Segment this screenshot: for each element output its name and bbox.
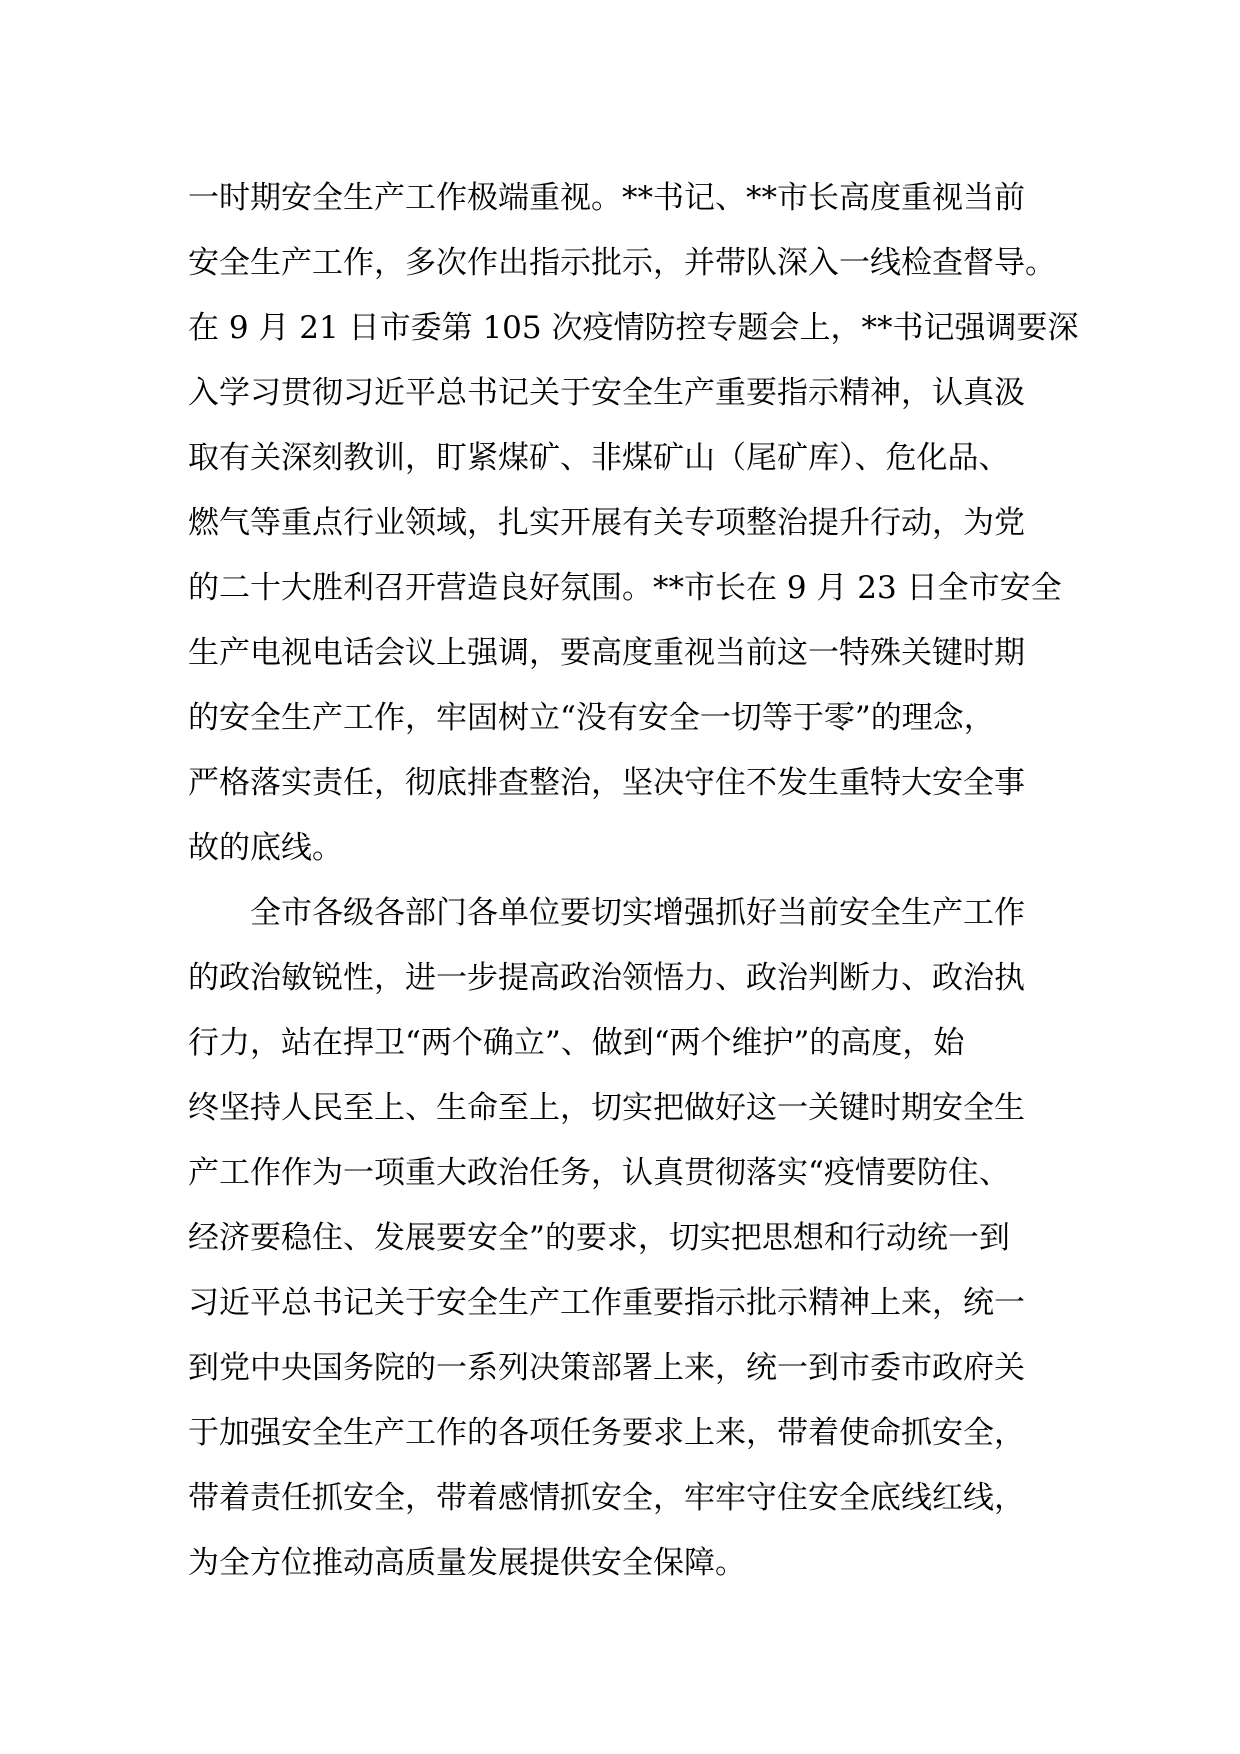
- paragraph-2: [188, 881, 1058, 1596]
- text-line: 的政治敏锐性，进一步提高政治领悟力、政治判断力、政治执: [188, 960, 1025, 996]
- text-line: 习近平总书记关于安全生产工作重要指示批示精神上来，统一: [188, 1285, 1025, 1321]
- text-line: 全市各级各部门各单位要切实增强抓好当前安全生产工作: [250, 895, 1025, 931]
- text-line: 在 9 月 21 日市委第 105 次疫情防控专题会上，**书记强调要深: [188, 310, 1079, 346]
- document-body: [188, 166, 1079, 1596]
- text-line: 行力，站在捍卫“两个确立”、做到“两个维护”的高度，始: [188, 1025, 965, 1061]
- text-line: 一时期安全生产工作极端重视。**书记、**市长高度重视当前: [188, 180, 1025, 216]
- text-line: 安全生产工作，多次作出指示批示，并带队深入一线检查督导。: [188, 245, 1056, 281]
- text-line: 的二十大胜利召开营造良好氛围。**市长在 9 月 23 日全市安全: [188, 570, 1062, 606]
- text-line: 终坚持人民至上、生命至上，切实把做好这一关键时期安全生: [188, 1090, 1025, 1126]
- text-line: 入学习贯彻习近平总书记关于安全生产重要指示精神，认真汲: [188, 375, 1025, 411]
- paragraph-1: [188, 166, 1079, 881]
- text-line: 带着责任抓安全，带着感情抓安全，牢牢守住安全底线红线，: [188, 1480, 1025, 1516]
- text-line: 故的底线。: [188, 830, 343, 866]
- text-line: 严格落实责任，彻底排查整治，坚决守住不发生重特大安全事: [188, 765, 1025, 801]
- text-line: 为全方位推动高质量发展提供安全保障。: [188, 1545, 746, 1581]
- text-line: 于加强安全生产工作的各项任务要求上来，带着使命抓安全，: [188, 1415, 1025, 1451]
- text-line: 的安全生产工作，牢固树立“没有安全一切等于零”的理念，: [188, 700, 995, 736]
- text-line: 燃气等重点行业领域，扎实开展有关专项整治提升行动，为党: [188, 505, 1025, 541]
- text-line: 到党中央国务院的一系列决策部署上来，统一到市委市政府关: [188, 1350, 1025, 1386]
- text-line: 取有关深刻教训，盯紧煤矿、非煤矿山（尾矿库）、危化品、: [188, 440, 1010, 476]
- text-line: 经济要稳住、发展要安全”的要求，切实把思想和行动统一到: [188, 1220, 1010, 1256]
- text-line: 生产电视电话会议上强调，要高度重视当前这一特殊关键时期: [188, 635, 1025, 671]
- text-line: 产工作作为一项重大政治任务，认真贯彻落实“疫情要防住、: [188, 1155, 1010, 1191]
